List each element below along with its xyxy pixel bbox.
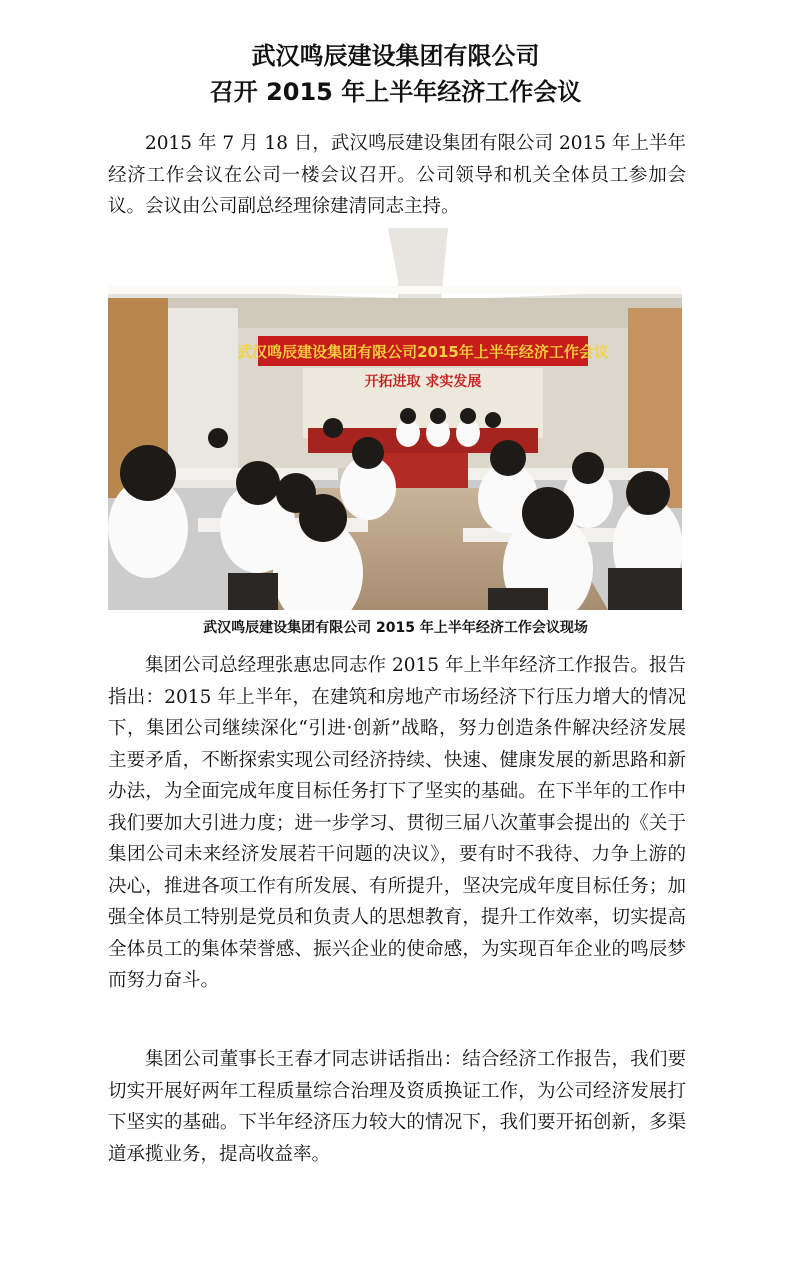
banner-text: 武汉鸣辰建设集团有限公司2015年上半年经济工作会议 (237, 343, 609, 361)
paragraph-report: 集团公司总经理张惠忠同志作 2015 年上半年经济工作报告。报告指出：2015 年上半年，在建筑和房地产市场经济下行压力增大的情况下，集团公司继续深化“引进·创新”战略，努力创造条件解决经济发展主要矛盾，不断探索实现公司经济持续、快速、健康发展的新思路和新办法，为全面完成年度目标任务打下了坚实的基础。在下半年的工作中我们要加大引进力度；进一步学习、贯彻三届八次董事会提出的《关于集团公司未来经济发展若干问题的决议》，要有时不我待、力争上游的决心，推进各项工作有所发展、有所提升，坚决完成年度目标任务；加强全体员工特别是党员和负责人的思想教育，提升工作效率，切实提高全体员工的集体荣誉感、振兴企业的使命感，为实现百年企业的鸣辰梦而努力奋斗。 (108, 655, 686, 991)
title-line-1: 武汉鸣辰建设集团有限公司 (251, 42, 540, 70)
meeting-photo (108, 228, 682, 610)
photo-caption: 武汉鸣辰建设集团有限公司 2015 年上半年经济工作会议现场 (203, 620, 588, 636)
paragraph-speech: 集团公司董事长王春才同志讲话指出：结合经济工作报告，我们要切实开展好两年工程质量综合治理及资质换证工作，为公司经济发展打下坚实的基础。下半年经济压力较大的情况下，我们要开拓创新，多渠道承揽业务，提高收益率。 (108, 1049, 686, 1165)
paragraph-intro: 2015 年 7 月 18 日，武汉鸣辰建设集团有限公司 2015 年上半年经济工作会议在公司一楼会议召开。公司领导和机关全体员工参加会议。会议由公司副总经理徐建清同志主持。 (108, 133, 686, 217)
slogan-text: 开拓进取 求实发展 (364, 374, 482, 390)
title-line-2: 召开 2015 年上半年经济工作会议 (209, 78, 582, 106)
